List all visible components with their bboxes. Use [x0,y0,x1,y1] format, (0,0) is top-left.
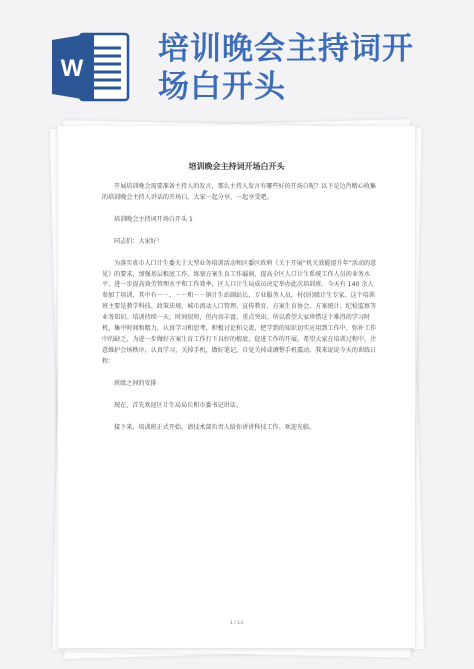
paragraph: 为落实省市人口计生委关于大型业务培训活动和区委区政府《关于开展“机关效能提升年”活动的意见》的要求，加强基层根底工作，练塞方案生育工作漏洞，提高全区人口计生系统工作人员的业务水平，进一步提高效劳管理水平和工作效率，区人口计生局成员决定举办此次培训班。今天有 140 余人参加了培训，其中有－－、－－和－－镇计生站副站长、专业服务人员，村(居)级计生专家。这个培训班主要是教学科技、政策法规、城市流动人口管理、宣传教育、方案生育协会、方案统计、纪检监察等业务知识。培训持续一天，时间很短，但内容丰富，重点突出。所以希望大家珍惜这个难得的学习时机，集中时间和精力，认真学习和思考，积极讨论和交流，把学到的知识切实应用到工作中，弥补工作中的缺乏，为进一步做好方案生育工作打下良好的根底，促进工作的开展。希望大家在培训过程中，注意维护会场秩序，认真学习，关掉手机，做好笔记，自觉关掉或调整手机震动。我来说说今天的训练日程： [102,259,377,365]
header-banner [0,0,474,118]
paragraph: 开展培训晚会需要准备主持人的发言，那么主持人发言有哪些好的开场白呢？以下是边肖精心收集的培训晚会主持人讲话的开场白。大家一起分享，一起享受吧。 [102,183,377,201]
document-page [58,126,415,648]
paragraph-greeting: 同志们：大家好！ [114,237,163,245]
word-icon-letter: W [60,55,84,82]
document-body [102,182,377,444]
paragraph: 接下来，培训班正式开始。请技术部负责人给你讲讲科技工作。欢迎光临。 [114,423,316,431]
paragraph-subheading: 培训晚会主持词开场白开头 1 [114,215,193,223]
paragraph: 现在，首先欢迎区计生局局长和市委书记讲话。 [114,401,242,409]
word-document-icon [50,30,132,104]
document-title: 培训晚会主持词开场白开头 [188,162,285,171]
page-number: 1 / 13 [230,621,243,626]
paragraph: 班级之间的安排 [114,379,157,387]
page-title-line-1: 培训晚会主持词开 [158,31,414,67]
page-title [158,30,414,106]
page-title-line-2: 场白开头 [158,69,286,105]
